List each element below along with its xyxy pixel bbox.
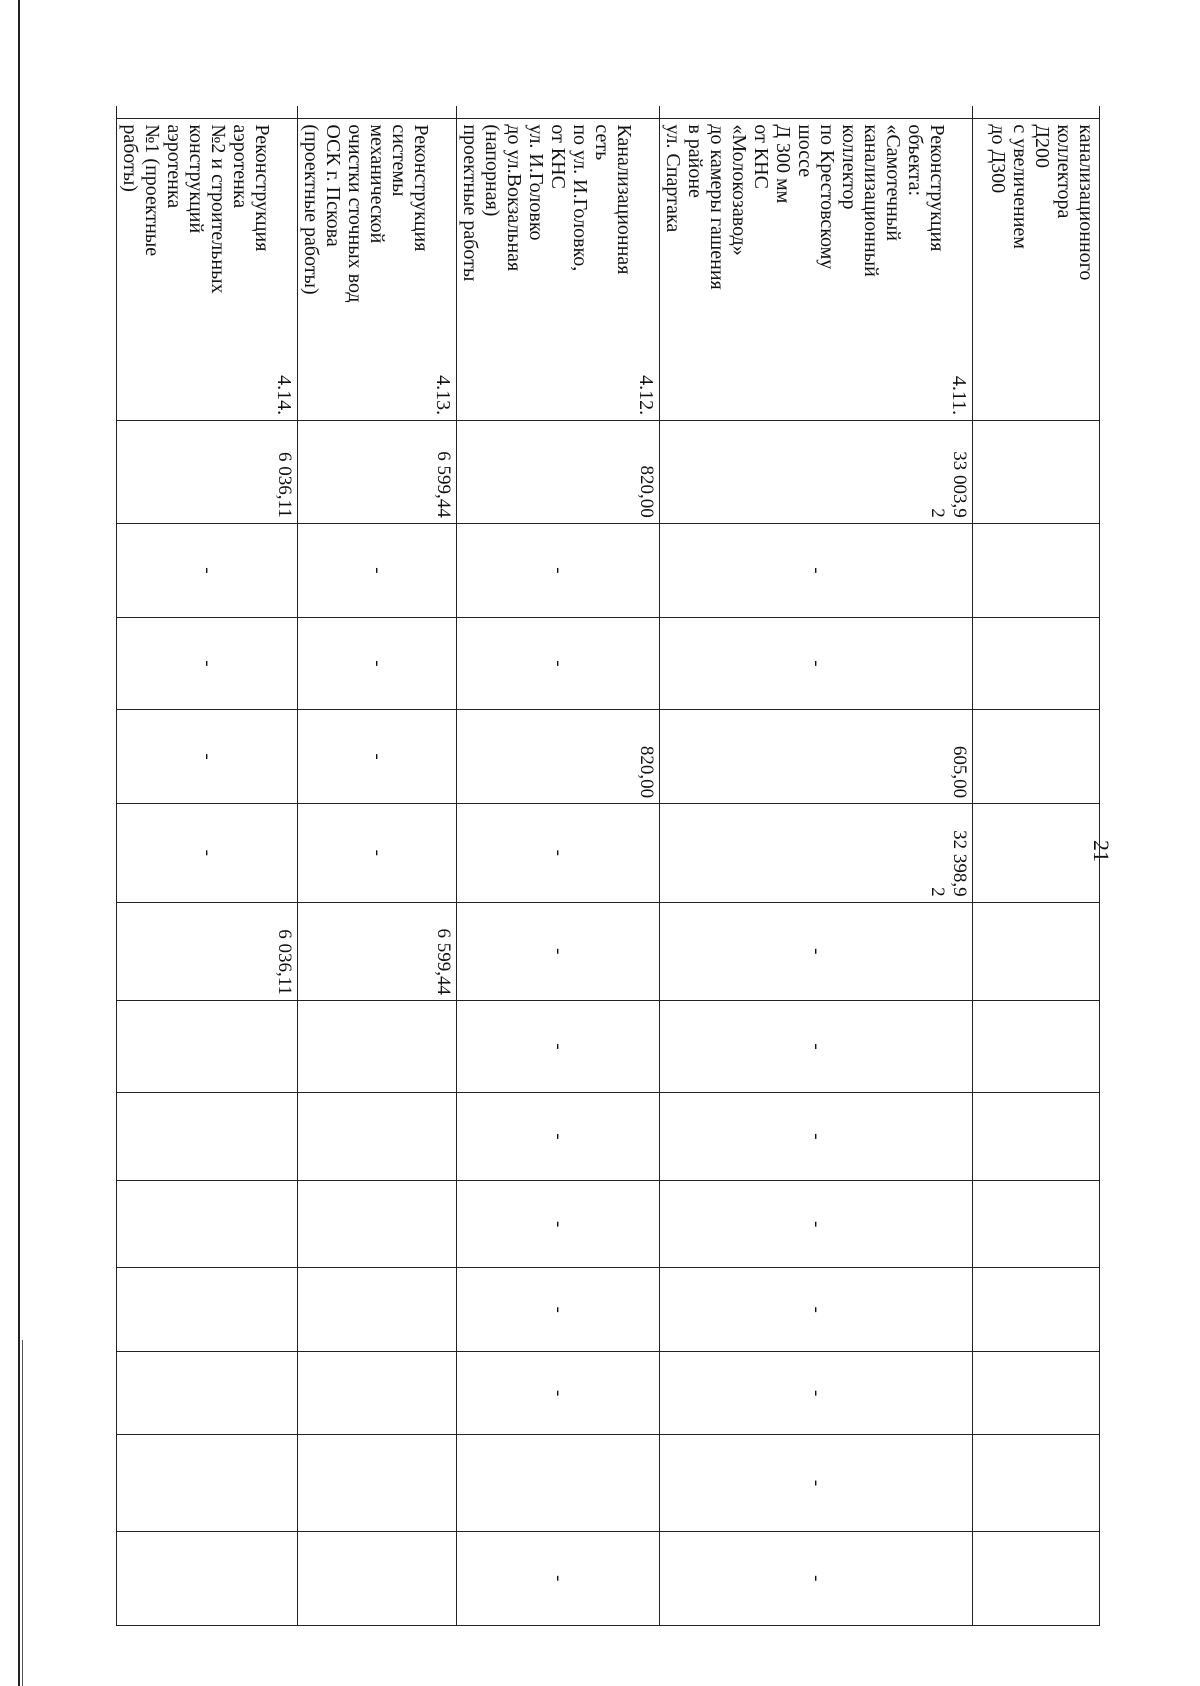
item-name: Реконструкция аэротенка №2 и строительных конструкций аэротенка №1 (проектные работы) <box>119 124 273 294</box>
edge-cell <box>660 106 973 119</box>
value-cell-c9 <box>298 1268 457 1351</box>
value-cell-c8: - <box>660 1180 973 1268</box>
value-cell-c10: - <box>660 1351 973 1434</box>
value-cell-c10 <box>298 1351 457 1434</box>
value-cell-c4: - <box>298 804 457 902</box>
value-cell-c11 <box>298 1435 457 1531</box>
value-cell-c10 <box>117 1351 298 1434</box>
value-cell-c10: - <box>457 1351 660 1434</box>
financing-table <box>116 106 1100 1626</box>
total-cell <box>973 421 1100 524</box>
item-name-cell <box>298 119 457 421</box>
value-cell-c8: - <box>457 1180 660 1268</box>
value-cell-c9: - <box>457 1268 660 1351</box>
value-cell-c9 <box>117 1268 298 1351</box>
value-cell-c1: - <box>117 523 298 617</box>
value-cell-c3 <box>973 709 1100 803</box>
value-cell-c11 <box>973 1435 1100 1531</box>
table-row <box>117 106 298 1626</box>
item-name: Реконструкция системы механической очистки сточных вод ОСК г. Пскова (проектные работы) <box>300 124 432 303</box>
table-row <box>973 106 1100 1626</box>
value-cell-c3: - <box>117 709 298 803</box>
value-cell-c5: - <box>660 902 973 1000</box>
item-number: 4.13. <box>432 375 454 416</box>
value-cell-c7: - <box>457 1093 660 1181</box>
value-cell-c6 <box>298 1001 457 1093</box>
item-name-cell <box>660 119 973 421</box>
table-row <box>298 106 457 1626</box>
value-cell-c12 <box>117 1531 298 1625</box>
value-cell-c8 <box>973 1180 1100 1268</box>
scan-left-edge <box>18 0 20 1686</box>
value-cell-c4: - <box>117 804 298 902</box>
edge-cell <box>117 106 298 119</box>
item-number: 4.12. <box>635 375 657 416</box>
value-cell-c7: - <box>660 1093 973 1181</box>
total-cell: 820,00 <box>457 421 660 524</box>
value-cell-c2: - <box>660 617 973 709</box>
value-cell-c5 <box>973 902 1100 1000</box>
item-name-cell <box>457 119 660 421</box>
total-cell: 33 003,9 2 <box>660 421 973 524</box>
value-cell-c5: 6 036,11 <box>117 902 298 1000</box>
item-name-cell <box>117 119 298 421</box>
value-cell-c6: - <box>457 1001 660 1093</box>
value-cell-c4: 32 398,9 2 <box>660 804 973 902</box>
table-row <box>457 106 660 1626</box>
value-cell-c4 <box>973 804 1100 902</box>
value-cell-c6 <box>117 1001 298 1093</box>
edge-cell <box>973 106 1100 119</box>
value-cell-c12 <box>298 1531 457 1625</box>
value-cell-c5: - <box>457 902 660 1000</box>
item-name: Реконструкция объекта: «Самотечный канализационный коллектор по Крестовскому шоссе Д 300 мм от КНС «Молокозавод» до камеры гашения в районе ул. Спартака <box>662 124 948 290</box>
item-name-cell <box>973 119 1100 421</box>
item-name: Канализационная сеть по ул. И.Головко, от КНС ул. И.Головко до ул.Вокзальная (напорная) проектные работы <box>459 124 635 282</box>
table-body <box>117 106 1100 1626</box>
value-cell-c1 <box>973 523 1100 617</box>
value-cell-c9: - <box>660 1268 973 1351</box>
value-cell-c8 <box>117 1180 298 1268</box>
value-cell-c3: - <box>298 709 457 803</box>
value-cell-c12 <box>973 1531 1100 1625</box>
value-cell-c4: - <box>457 804 660 902</box>
total-cell: 6 599,44 <box>298 421 457 524</box>
value-cell-c7 <box>117 1093 298 1181</box>
value-cell-c11 <box>117 1435 298 1531</box>
value-cell-c12: - <box>457 1531 660 1625</box>
value-cell-c2 <box>973 617 1100 709</box>
value-cell-c11: - <box>660 1435 973 1531</box>
value-cell-c3: 820,00 <box>457 709 660 803</box>
edge-cell <box>457 106 660 119</box>
value-cell-c5: 6 599,44 <box>298 902 457 1000</box>
scan-left-edge-secondary <box>22 1340 23 1686</box>
value-cell-c1: - <box>660 523 973 617</box>
value-cell-c2: - <box>117 617 298 709</box>
value-cell-c12: - <box>660 1531 973 1625</box>
value-cell-c1: - <box>457 523 660 617</box>
rotated-table-sheet <box>119 106 1100 1626</box>
item-number: 4.11. <box>948 375 970 416</box>
value-cell-c9 <box>973 1268 1100 1351</box>
value-cell-c11 <box>457 1435 660 1531</box>
item-name: канализационного коллектора Д200 с увеличением до Д300 <box>987 124 1097 281</box>
value-cell-c10 <box>973 1351 1100 1434</box>
page-number: 21 <box>1089 840 1114 862</box>
value-cell-c3: 605,00 <box>660 709 973 803</box>
edge-cell <box>298 106 457 119</box>
value-cell-c6: - <box>660 1001 973 1093</box>
value-cell-c7 <box>298 1093 457 1181</box>
value-cell-c1: - <box>298 523 457 617</box>
table-row <box>660 106 973 1626</box>
value-cell-c2: - <box>457 617 660 709</box>
value-cell-c7 <box>973 1093 1100 1181</box>
item-number: 4.14. <box>273 375 295 416</box>
total-cell: 6 036,11 <box>117 421 298 524</box>
value-cell-c2: - <box>298 617 457 709</box>
value-cell-c6 <box>973 1001 1100 1093</box>
value-cell-c8 <box>298 1180 457 1268</box>
